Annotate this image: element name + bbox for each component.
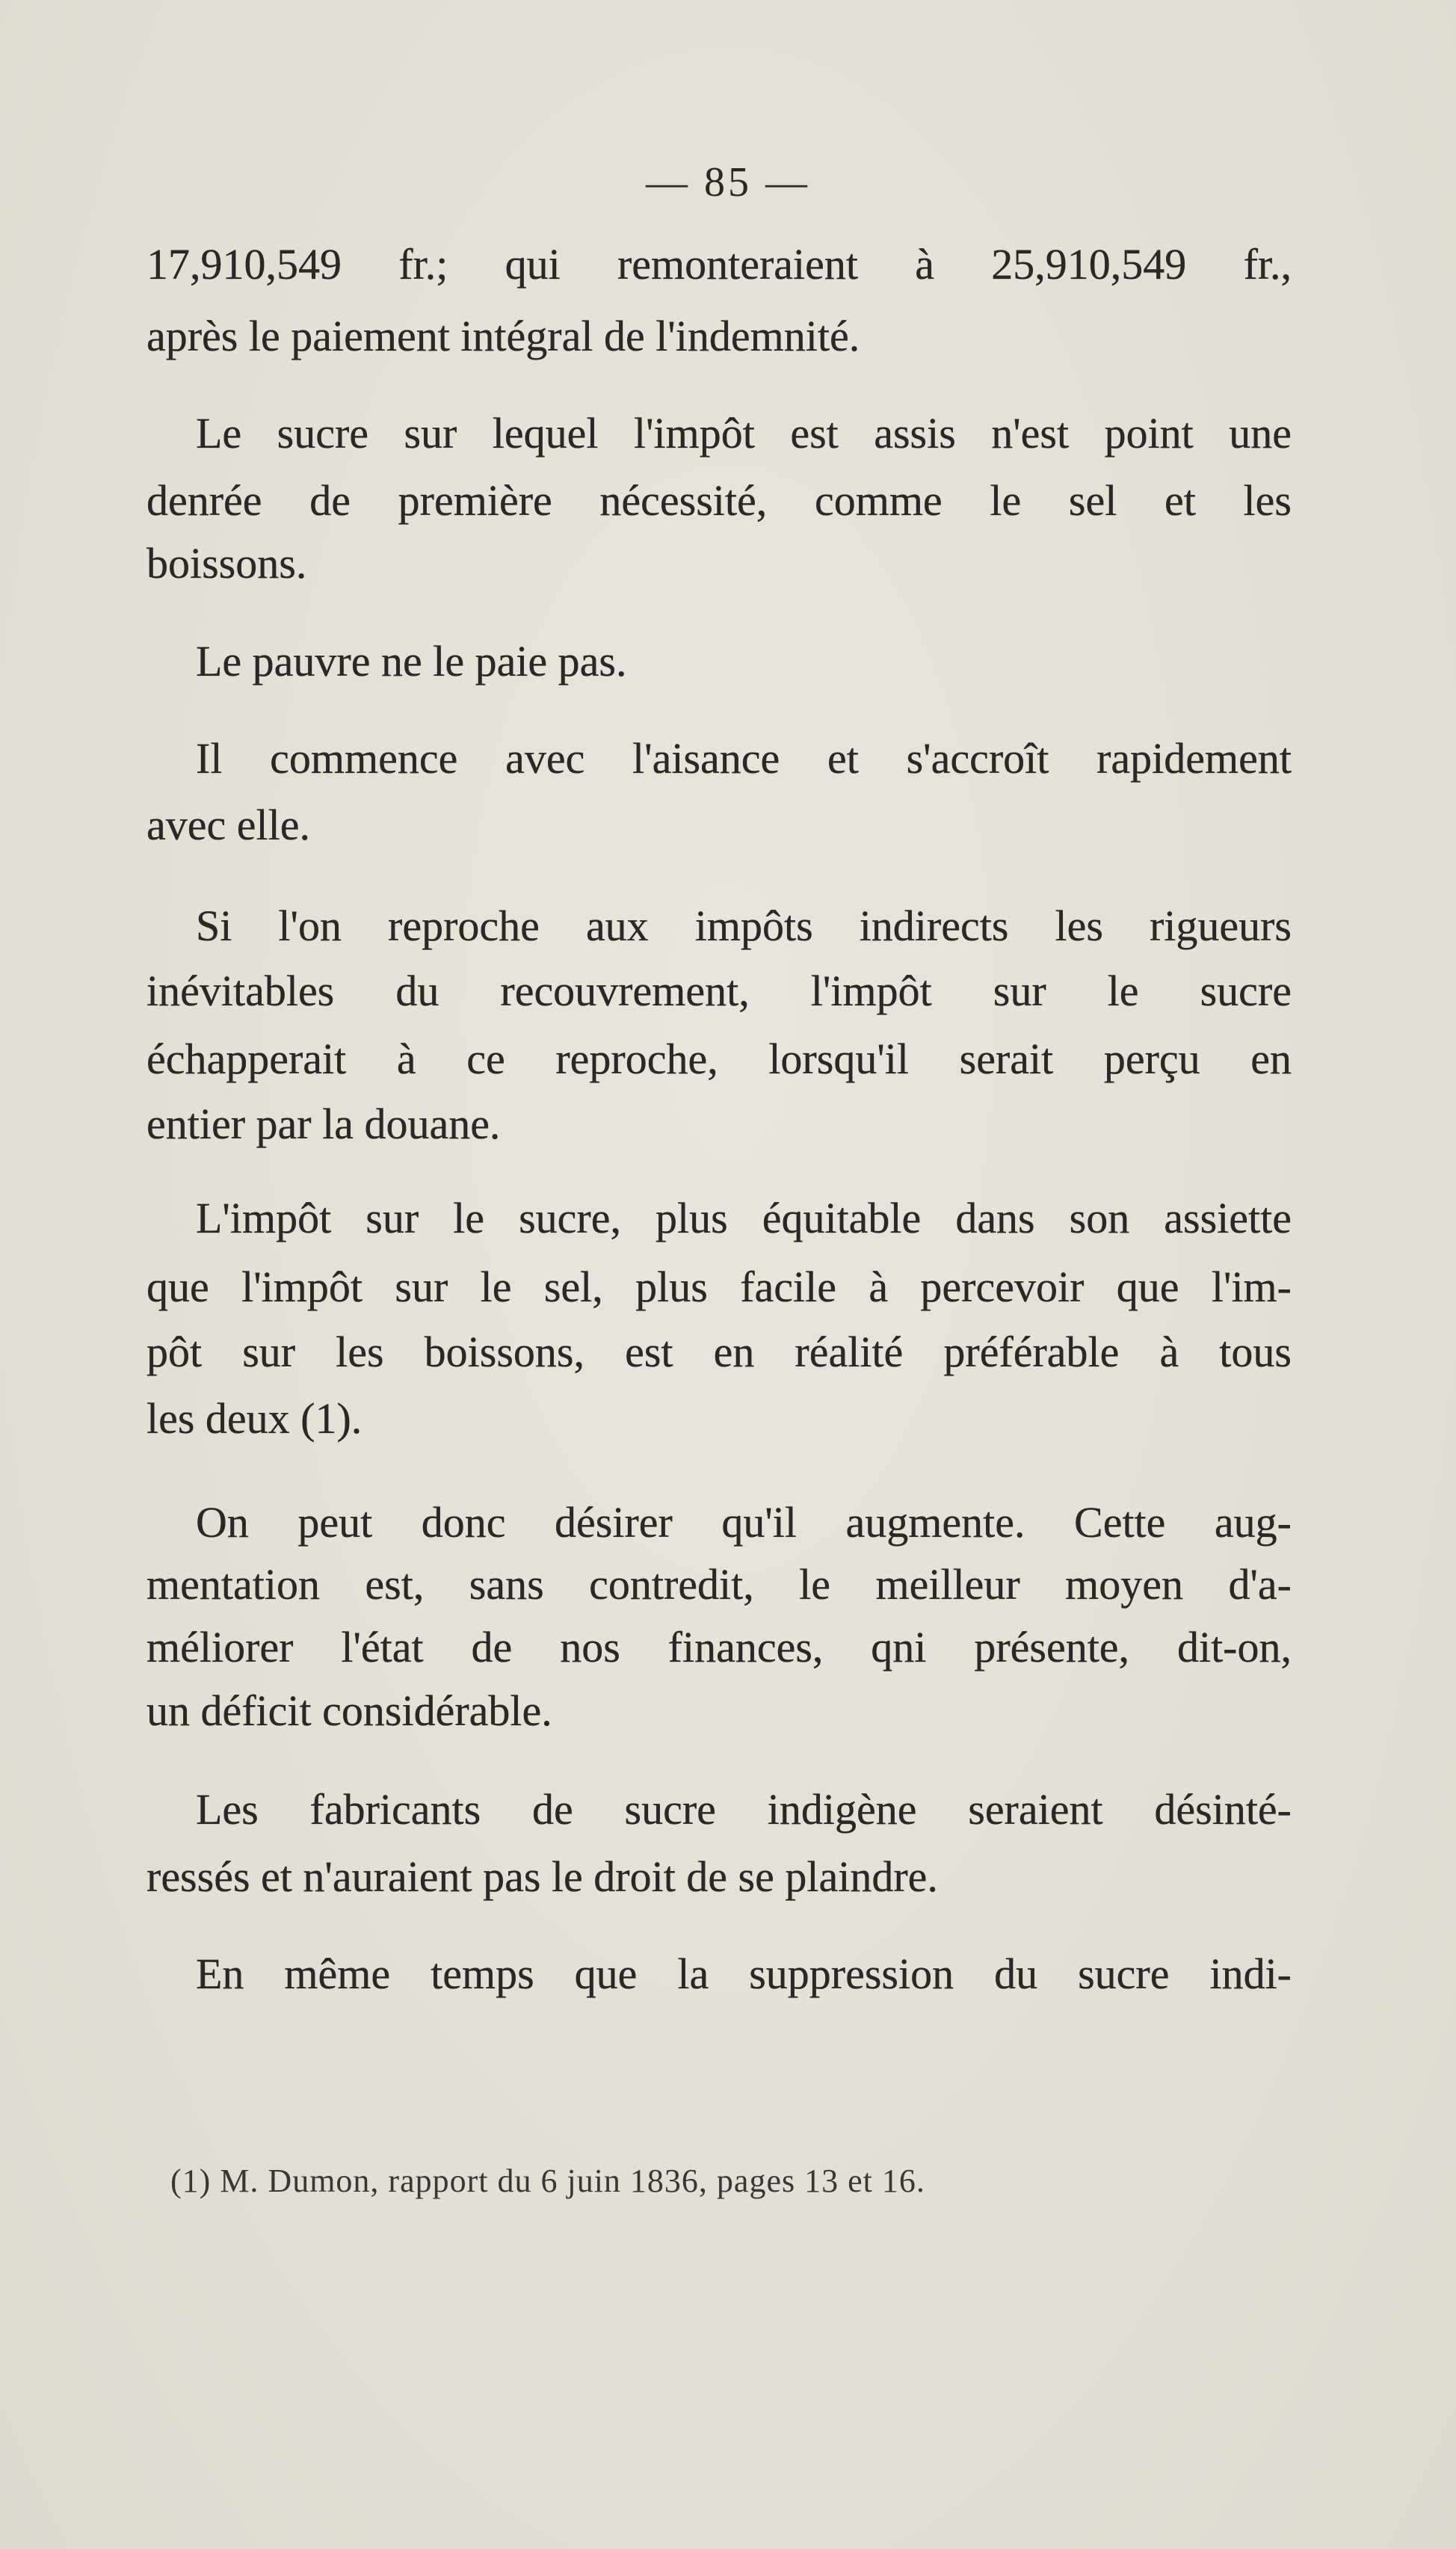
paragraph-6-line: mentation est, sans contredit, le meilleur moyen d'a- (146, 1560, 1292, 1609)
paragraph-4-line: Si l'on reproche aux impôts indirects les rigueurs (196, 901, 1292, 950)
paragraph-0-line: après le paiement intégral de l'indemnité. (146, 312, 860, 360)
paragraph-1-line: boissons. (146, 539, 307, 588)
paragraph-5-line: pôt sur les boissons, est en réalité préférable à tous (146, 1328, 1292, 1376)
footnote: (1) M. Dumon, rapport du 6 juin 1836, pages 13 et 16. (170, 2163, 925, 2199)
paragraph-5-line: les deux (1). (146, 1394, 363, 1443)
page-number: — 85 — (646, 159, 810, 206)
paragraph-8-line: En même temps que la suppression du sucre indi- (196, 1949, 1292, 1998)
paragraph-6-line: méliorer l'état de nos finances, qni présente, dit-on, (146, 1623, 1292, 1671)
paragraph-5-line: que l'impôt sur le sel, plus facile à percevoir que l'im- (146, 1263, 1292, 1311)
paragraph-4-line: échapperait à ce reproche, lorsqu'il serait perçu en (146, 1035, 1292, 1083)
paragraph-3-line: Il commence avec l'aisance et s'accroît rapidement (196, 734, 1292, 783)
paragraph-3-line: avec elle. (146, 801, 310, 849)
paragraph-2-line: Le pauvre ne le paie pas. (196, 637, 627, 685)
paragraph-7-line: Les fabricants de sucre indigène seraient désinté- (196, 1785, 1292, 1834)
paragraph-4-line: inévitables du recouvrement, l'impôt sur le sucre (146, 967, 1292, 1015)
paragraph-5-line: L'impôt sur le sucre, plus équitable dans son assiette (196, 1194, 1292, 1242)
paragraph-1-line: Le sucre sur lequel l'impôt est assis n'est point une (196, 409, 1292, 457)
paragraph-6-line: On peut donc désirer qu'il augmente. Cette aug- (196, 1498, 1292, 1547)
paragraph-4-line: entier par la douane. (146, 1100, 501, 1148)
paragraph-6-line: un déficit considérable. (146, 1686, 552, 1735)
paragraph-7-line: ressés et n'auraient pas le droit de se plaindre. (146, 1852, 938, 1901)
paragraph-0-line: 17,910,549 fr.; qui remonteraient à 25,910,549 fr., (146, 240, 1292, 289)
paragraph-1-line: denrée de première nécessité, comme le sel et les (146, 476, 1292, 525)
